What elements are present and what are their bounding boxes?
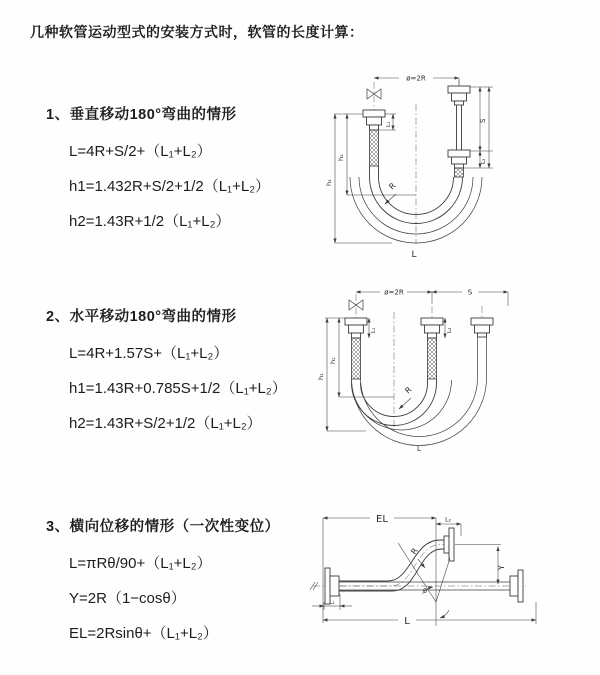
dim-label-theta: θ	[423, 587, 427, 595]
dim-label-h2: h₂	[337, 154, 345, 161]
section-vertical-motion	[46, 103, 270, 239]
diagram-horizontal-180-bend	[306, 278, 594, 456]
formula-line: EL=2Rsinθ+（L₁+L₂）	[69, 625, 218, 642]
dim-label-r: R	[387, 181, 398, 192]
l-total-dimension	[323, 602, 536, 627]
dim-label-l2: L₂	[447, 327, 453, 333]
dim-label-span: ø=2R	[384, 288, 404, 297]
y-dimension	[455, 545, 506, 585]
formula-line: h1=1.432R+S/2+1/2（L₁+L₂）	[69, 178, 271, 195]
radius-annotation	[399, 385, 414, 409]
section-heading: 2、水平移动180°弯曲的情形	[46, 309, 237, 325]
formula-line: L=πRθ/90+（L₁+L₂）	[69, 555, 212, 572]
dim-label-span: ø=2R	[406, 74, 426, 83]
dim-label-l-total: L	[411, 250, 417, 260]
connector-dimensions	[379, 87, 493, 168]
dim-label-l1: L₁	[386, 121, 392, 127]
diagram-lateral-displacement	[298, 498, 598, 670]
dim-label-l2: L₂	[445, 516, 451, 524]
dim-label-el: EL	[376, 514, 388, 525]
dim-label-h1: h₁	[325, 179, 333, 186]
right-hose-leg	[471, 318, 493, 378]
displaced-hose	[339, 528, 454, 591]
dim-label-h2: h₂	[329, 357, 337, 364]
left-hose-leg	[345, 318, 367, 379]
hose-u-bends	[352, 378, 487, 445]
angle-construction	[398, 543, 450, 618]
radius-annotation	[409, 546, 425, 568]
center-line	[374, 80, 459, 244]
middle-hose-leg	[421, 318, 443, 383]
dim-label-h1: h₁	[317, 373, 325, 380]
center-line	[356, 294, 482, 430]
formula-line: h1=1.43R+0.785S+1/2（L₁+L₂）	[69, 380, 287, 397]
dim-label-l-total: L	[404, 616, 410, 627]
section-lateral-displacement	[46, 515, 280, 651]
section-heading: 3、横向位移的情形（一次性变位）	[46, 519, 280, 535]
dim-label-r: R	[409, 546, 420, 557]
formula-line: h2=1.43R+1/2（L₁+L₂）	[69, 213, 231, 230]
top-span-dimension	[356, 289, 508, 307]
dim-label-s: S	[479, 118, 487, 123]
dim-label-l2: L₂	[481, 158, 487, 164]
dim-label-l-total: L	[417, 445, 421, 453]
section-heading: 1、垂直移动180°弯曲的情形	[46, 107, 237, 123]
left-hose-leg	[363, 110, 385, 177]
dim-label-l1: L₁	[371, 327, 377, 333]
formula-line: L=4R+S/2+（L₁+L₂）	[69, 143, 212, 160]
dim-label-l1: L₁	[329, 600, 335, 606]
page-title: 几种软管运动型式的安装方式时，软管的长度计算：	[30, 24, 364, 40]
top-span-dimension	[374, 75, 459, 86]
diagram-vertical-180-bend	[312, 64, 590, 262]
formula-line: h2=1.43R+S/2+1/2（L₁+L₂）	[69, 415, 262, 432]
left-flange	[325, 568, 339, 604]
l2-dimension	[436, 517, 461, 537]
dim-label-s: S	[467, 288, 473, 297]
section-horizontal-motion	[46, 305, 287, 441]
right-hose-leg	[448, 86, 470, 177]
dim-label-r: R	[403, 385, 414, 396]
formula-line: Y=2R（1−cosθ）	[69, 590, 186, 607]
dim-label-y: Y	[497, 565, 506, 570]
formula-line: L=4R+1.57S+（L₁+L₂）	[69, 345, 229, 362]
